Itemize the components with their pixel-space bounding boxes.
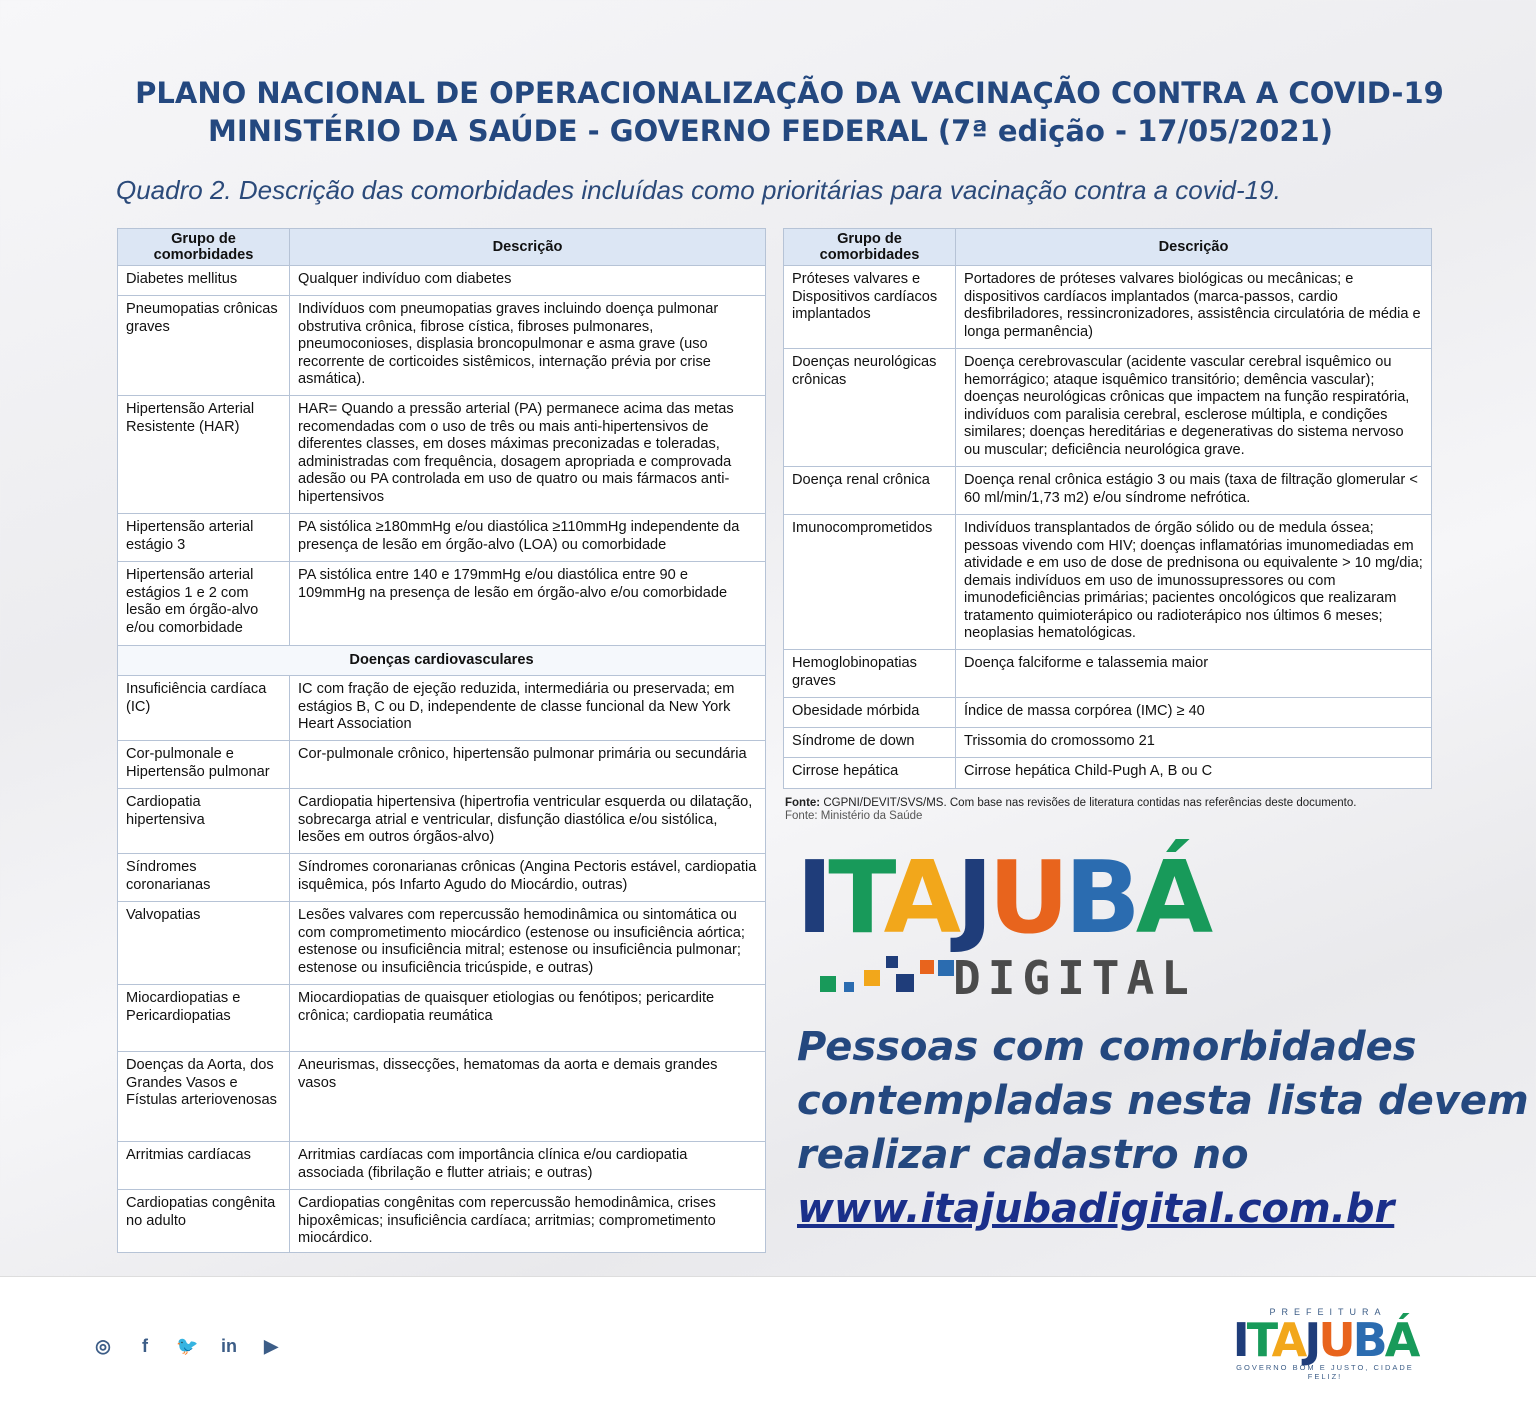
cell-description: Arritmias cardíacas com importância clínica e/ou cardiopatia associada (fibrilação e flutter atriais; e outras) xyxy=(290,1142,766,1190)
logo-wordmark xyxy=(796,839,1209,956)
prefeitura-letter: A xyxy=(1271,1313,1305,1367)
twitter-icon[interactable]: 🐦 xyxy=(176,1336,199,1356)
comorbidities-table-right xyxy=(783,228,1432,789)
table-row xyxy=(784,467,1432,515)
cell-description: Doença renal crônica estágio 3 ou mais (taxa de filtração glomerular < 60 ml/min/1,73 m2) e/ou síndrome nefrótica. xyxy=(956,467,1432,515)
table-row xyxy=(118,396,766,514)
column-header-description: Descrição xyxy=(956,229,1432,266)
cell-group: Insuficiência cardíaca (IC) xyxy=(118,676,290,741)
table-row xyxy=(784,650,1432,698)
table-row xyxy=(118,266,766,296)
table-row xyxy=(784,266,1432,349)
source-text-2: Fonte: Ministério da Saúde xyxy=(785,810,923,822)
cta-link[interactable]: www.itajubadigital.com.br xyxy=(797,1186,1395,1232)
column-header-group: Grupo de comorbidades xyxy=(784,229,956,266)
source-note xyxy=(785,797,1356,823)
cell-group: Cor-pulmonale e Hipertensão pulmonar xyxy=(118,741,290,789)
table-row xyxy=(118,676,766,741)
cell-group: Hipertensão arterial estágio 3 xyxy=(118,514,290,562)
cell-description: Portadores de próteses valvares biológicas ou mecânicas; e dispositivos cardíacos implantados (marca-passos, cardio desfibriladores, ressincronizadores, assistência circulatória de média e longa permanência) xyxy=(956,266,1432,349)
table-row xyxy=(118,854,766,902)
instagram-icon[interactable]: ◎ xyxy=(95,1336,111,1356)
cell-description: Doença falciforme e talassemia maior xyxy=(956,650,1432,698)
cell-description: Cor-pulmonale crônico, hipertensão pulmonar primária ou secundária xyxy=(290,741,766,789)
table-row xyxy=(784,728,1432,758)
prefeitura-logo xyxy=(1224,1307,1426,1381)
table-row xyxy=(118,562,766,646)
cell-group: Doença renal crônica xyxy=(784,467,956,515)
cell-group: Arritmias cardíacas xyxy=(118,1142,290,1190)
table-row xyxy=(784,349,1432,467)
cell-description: Cardiopatia hipertensiva (hipertrofia ventricular esquerda ou dilatação, sobrecarga atrial e ventricular, disfunção diastólica e/ou sistólica, lesões em outros órgãos-alvo) xyxy=(290,789,766,854)
cell-group: Cirrose hepática xyxy=(784,758,956,789)
cell-group: Diabetes mellitus xyxy=(118,266,290,296)
prefeitura-wordmark xyxy=(1224,1313,1426,1367)
cell-group: Síndrome de down xyxy=(784,728,956,758)
facebook-icon[interactable]: f xyxy=(142,1336,148,1356)
cell-description: Miocardiopatias de quaisquer etiologias ou fenótipos; pericardite crônica; cardiopatia reumática xyxy=(290,985,766,1052)
cell-group: Hipertensão arterial estágios 1 e 2 com lesão em órgão-alvo e/ou comorbidade xyxy=(118,562,290,646)
cta-line-1: Pessoas com comorbidades xyxy=(797,1024,1417,1070)
cta-line-2: contempladas nesta lista devem xyxy=(797,1078,1529,1124)
cell-description: PA sistólica ≥180mmHg e/ou diastólica ≥110mmHg independente da presença de lesão em órgão-alvo (LOA) ou comorbidade xyxy=(290,514,766,562)
logo-letter: A xyxy=(883,839,957,956)
logo-letter: T xyxy=(828,839,884,956)
section-heading: Doenças cardiovasculares xyxy=(118,646,766,676)
footer xyxy=(0,1276,1536,1407)
cell-group: Pneumopatias crônicas graves xyxy=(118,296,290,396)
logo-letter: U xyxy=(988,839,1065,956)
header-line-1: PLANO NACIONAL DE OPERACIONALIZAÇÃO DA VACINAÇÃO CONTRA A COVID-19 xyxy=(135,76,1444,110)
table-row xyxy=(784,515,1432,650)
comorbidities-table-left xyxy=(117,228,766,1253)
table-row xyxy=(118,514,766,562)
social-icons xyxy=(92,1335,282,1357)
column-header-group: Grupo de comorbidades xyxy=(118,229,290,266)
cell-description: Cirrose hepática Child-Pugh A, B ou C xyxy=(956,758,1432,789)
prefeitura-letter: Á xyxy=(1384,1313,1418,1367)
table-row xyxy=(118,902,766,985)
table-row xyxy=(118,985,766,1052)
cell-description: Qualquer indivíduo com diabetes xyxy=(290,266,766,296)
cell-description: Lesões valvares com repercussão hemodinâmica ou sintomática ou com comprometimento miocárdico (estenose ou insuficiência aórtica; estenose ou insuficiência mitral; estenose ou insuficiência pulmonar; estenose ou insuficiência tricúspide, e outras) xyxy=(290,902,766,985)
cell-description: Cardiopatias congênitas com repercussão hemodinâmica, crises hipoxêmicas; insuficiência cardíaca; arritmias; comprometimento miocárdico. xyxy=(290,1190,766,1253)
cell-description: Trissomia do cromossomo 21 xyxy=(956,728,1432,758)
linkedin-icon[interactable]: in xyxy=(221,1336,237,1356)
logo-pixels-graphic xyxy=(820,956,960,996)
cell-description: PA sistólica entre 140 e 179mmHg e/ou diastólica entre 90 e 109mmHg na presença de lesão em órgão-alvo e/ou comorbidade xyxy=(290,562,766,646)
prefeitura-label: PREFEITURA xyxy=(1269,1307,1387,1317)
header-line-2: MINISTÉRIO DA SAÚDE - GOVERNO FEDERAL (7ª edição - 17/05/2021) xyxy=(208,114,1333,148)
table-row xyxy=(118,1142,766,1190)
cell-group: Obesidade mórbida xyxy=(784,698,956,728)
cell-description: Doença cerebrovascular (acidente vascular cerebral isquêmico ou hemorrágico; ataque isquêmico transitório; demência vascular); doenças neurológicas crônicas que impactem na função respiratória, indivíduos com paralisia cerebral, esclerose múltipla, e condições similares; doenças hereditárias e degenerativas do sistema nervoso ou muscular; deficiência neurológica grave. xyxy=(956,349,1432,467)
logo-letter: J xyxy=(956,839,989,956)
cell-description: Síndromes coronarianas crônicas (Angina Pectoris estável, cardiopatia isquêmica, pós Infarto Agudo do Miocárdio, outras) xyxy=(290,854,766,902)
logo-letter: Á xyxy=(1135,839,1209,956)
prefeitura-letter: I xyxy=(1232,1313,1247,1367)
itajuba-digital-logo xyxy=(796,839,1209,1005)
prefeitura-slogan: GOVERNO BOM E JUSTO, CIDADE FELIZ! xyxy=(1236,1363,1414,1381)
cell-group: Miocardiopatias e Pericardiopatias xyxy=(118,985,290,1052)
cell-group: Doenças da Aorta, dos Grandes Vasos e Fístulas arteriovenosas xyxy=(118,1052,290,1142)
section-row xyxy=(118,646,766,676)
cell-group: Doenças neurológicas crônicas xyxy=(784,349,956,467)
cell-group: Síndromes coronarianas xyxy=(118,854,290,902)
prefeitura-letter: B xyxy=(1352,1313,1385,1367)
logo-letter: B xyxy=(1064,839,1136,956)
logo-letter: I xyxy=(796,839,829,956)
call-to-action xyxy=(797,1020,1529,1236)
table-row xyxy=(118,1190,766,1253)
cell-group: Hipertensão Arterial Resistente (HAR) xyxy=(118,396,290,514)
table-row xyxy=(118,1052,766,1142)
prefeitura-letter: T xyxy=(1246,1313,1272,1367)
table-row xyxy=(784,758,1432,789)
cell-description: IC com fração de ejeção reduzida, intermediária ou preservada; em estágios B, C ou D, independente de classe funcional da New York Heart Association xyxy=(290,676,766,741)
table-row xyxy=(784,698,1432,728)
logo-digital-text: DIGITAL xyxy=(953,951,1196,1005)
cell-description: HAR= Quando a pressão arterial (PA) permanece acima das metas recomendadas com o uso de três ou mais anti-hipertensivos de diferentes classes, em doses máximas preconizadas e toleradas, administradas com frequência, dosagem apropriada e comprovada adesão ou PA controlada em uso de quatro ou mais fármacos anti-hipertensivos xyxy=(290,396,766,514)
table-caption: Quadro 2. Descrição das comorbidades incluídas como prioritárias para vacinação contra a covid-19. xyxy=(116,175,1281,205)
cta-line-3: realizar cadastro no xyxy=(797,1132,1249,1178)
youtube-icon[interactable]: ▶ xyxy=(264,1336,278,1356)
cell-group: Valvopatias xyxy=(118,902,290,985)
cell-description: Índice de massa corpórea (IMC) ≥ 40 xyxy=(956,698,1432,728)
table-row xyxy=(118,789,766,854)
cell-group: Hemoglobinopatias graves xyxy=(784,650,956,698)
table-row xyxy=(118,741,766,789)
prefeitura-letter: U xyxy=(1318,1313,1353,1367)
column-header-description: Descrição xyxy=(290,229,766,266)
source-text: CGPNI/DEVIT/SVS/MS. Com base nas revisões de literatura contidas nas referências deste documento. xyxy=(823,797,1357,809)
table-row xyxy=(118,296,766,396)
cell-group: Próteses valvares e Dispositivos cardíacos implantados xyxy=(784,266,956,349)
cell-description: Indivíduos com pneumopatias graves incluindo doença pulmonar obstrutiva crônica, fibrose cística, fibroses pulmonares, pneumoconioses, displasia broncopulmonar e asma grave (uso recorrente de corticoides sistêmicos, internação prévia por crise asmática). xyxy=(290,296,766,396)
cell-group: Imunocomprometidos xyxy=(784,515,956,650)
prefeitura-letter: J xyxy=(1304,1313,1319,1367)
cell-group: Cardiopatias congênita no adulto xyxy=(118,1190,290,1253)
cell-description: Indivíduos transplantados de órgão sólido ou de medula óssea; pessoas vivendo com HIV; doenças inflamatórias imunomediadas em atividade e em uso de dose de prednisona ou equivalente > 10 mg/dia; demais indivíduos em uso de imunossupressores ou com imunodeficiências primárias; pacientes oncológicos que realizaram tratamento quimioterápico ou radioterápico nos últimos 6 meses; neoplasias hematológicas. xyxy=(956,515,1432,650)
source-label: Fonte: xyxy=(785,797,821,809)
cell-group: Cardiopatia hipertensiva xyxy=(118,789,290,854)
cell-description: Aneurismas, dissecções, hematomas da aorta e demais grandes vasos xyxy=(290,1052,766,1142)
